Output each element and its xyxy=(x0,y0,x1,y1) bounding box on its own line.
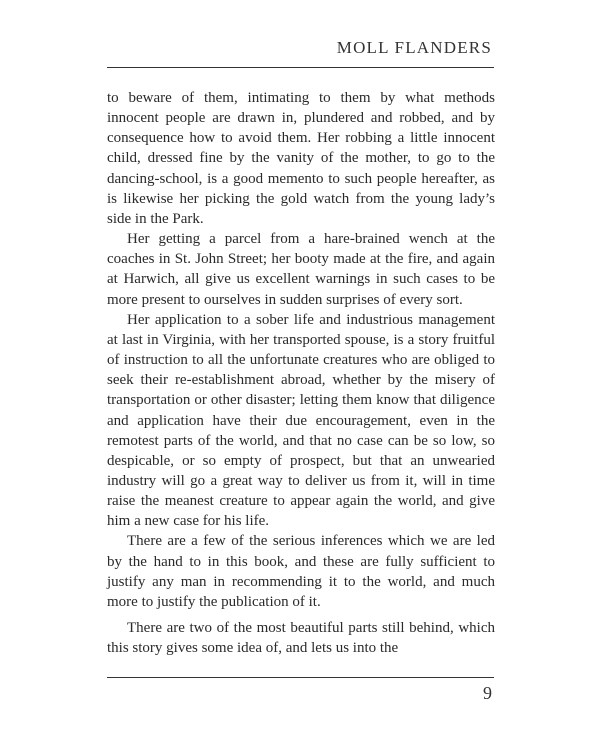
footer-rule xyxy=(107,677,494,678)
paragraph: There are a few of the serious inferences which we are led by the hand to in this book, and these are fully sufficient to justify any man in recommending it to the world, and much more to justify the publication of it. xyxy=(107,533,495,610)
header-rule xyxy=(107,67,494,68)
body-text xyxy=(107,88,495,658)
page-number: 9 xyxy=(483,683,492,703)
running-header-title: MOLL FLANDERS xyxy=(336,38,492,57)
paragraph: to beware of them, intimating to them by what methods innocent people are drawn in, plundered and robbed, and by consequence how to avoid them. Her robbing a little innocent child, dressed fine by the vanity of the mother, to go to the dancing-school, is a good memento to such people hereafter, as is likewise her picking the gold watch from the young lady’s side in the Park. xyxy=(107,90,495,227)
paragraph: There are two of the most beautiful parts still behind, which this story gives some idea of, and lets us into the xyxy=(107,620,495,657)
paragraph: Her application to a sober life and industrious management at last in Virginia, with her transported spouse, is a story fruitful of instruction to all the unfortunate creatures who are obliged to seek their re-establishment abroad, whether by the misery of transportation or other disaster; letting them know that diligence and application have their due encouragement, even in the remotest parts of the world, and that no case can be so low, so despicable, or so empty of prospect, but that an unwearied industry will go a great way to deliver us from it, will in time raise the meanest creature to appear again the world, and give him a new case for his life. xyxy=(107,311,495,530)
paragraph: Her getting a parcel from a hare-brained wench at the coaches in St. John Street; her booty made at the fire, and again at Harwich, all give us excellent warnings in such cases to be more present to ourselves in sudden surprises of every sort. xyxy=(107,231,495,308)
